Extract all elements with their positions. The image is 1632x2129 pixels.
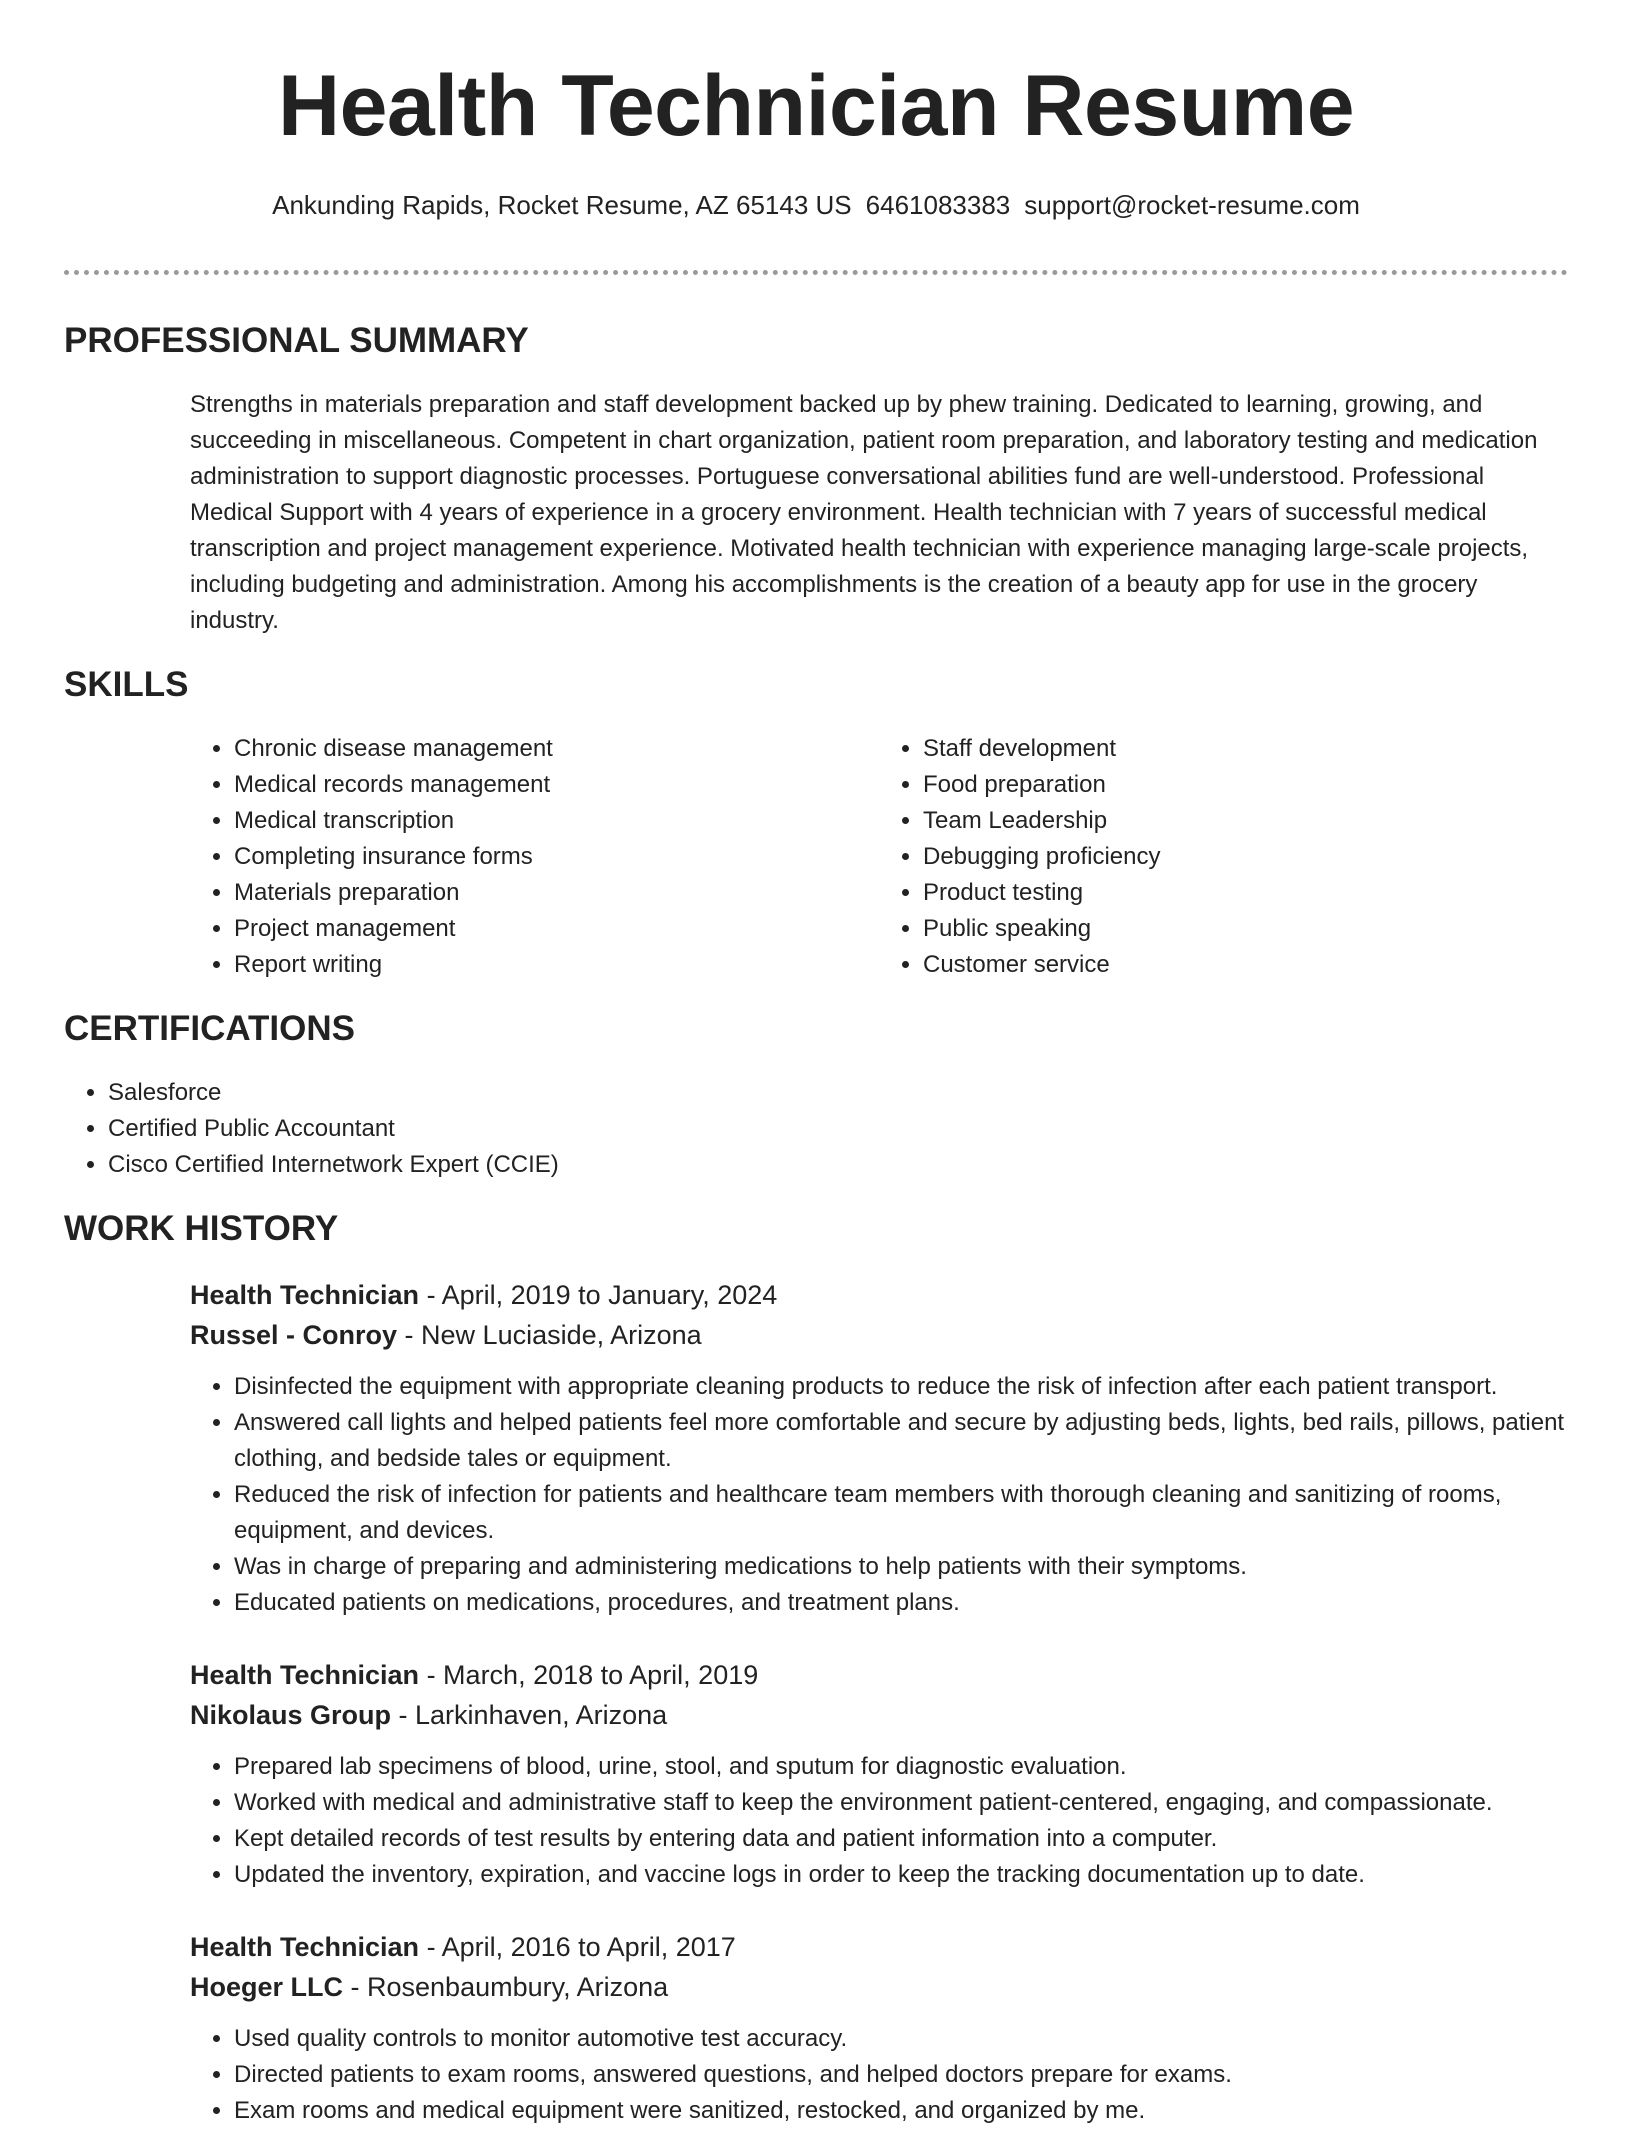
job-bullet: • Answered call lights and helped patients feel more comfortable and secure by adjusting beds, lights, bed rails, pillows, patient clothing, and bedside tales or equipment.: [234, 1405, 1568, 1477]
job-company: Russel - Conroy: [190, 1320, 398, 1350]
job-dates: - March, 2018 to April, 2019: [419, 1660, 759, 1690]
job-company: Hoeger LLC: [190, 1972, 344, 2002]
summary-heading: PROFESSIONAL SUMMARY: [64, 321, 529, 360]
job-location: - New Luciaside, Arizona: [397, 1320, 702, 1350]
job-entry: [190, 1275, 1568, 1621]
certification-item: • Certified Public Accountant: [108, 1111, 1568, 1147]
job-entry: [190, 1655, 1568, 1893]
job-bullet: • Reduced the risk of infection for patients and healthcare team members with thorough cleaning and sanitizing of rooms, equipment, and devices.: [234, 1477, 1568, 1549]
skill-item: • Medical records management: [234, 767, 879, 803]
job-bullet: • Educated patients on medications, procedures, and treatment plans.: [234, 1585, 1568, 1621]
job-bullet: • Exam rooms and medical equipment were sanitized, restocked, and organized by me.: [234, 2093, 1568, 2129]
address: Ankunding Rapids, Rocket Resume, AZ 65143 US: [272, 190, 852, 220]
email: support@rocket-resume.com: [1024, 190, 1360, 220]
skills-section: [64, 663, 1568, 983]
job-dates: - April, 2016 to April, 2017: [419, 1932, 736, 1962]
skill-item: • Staff development: [923, 731, 1568, 767]
job-company-line: [190, 1315, 1568, 1355]
header-divider: [64, 270, 1568, 275]
certifications-list: [64, 1075, 1568, 1183]
job-title-line: [190, 1275, 1568, 1315]
skill-item: • Chronic disease management: [234, 731, 879, 767]
skill-item: • Public speaking: [923, 911, 1568, 947]
job-title: Health Technician: [190, 1280, 420, 1310]
summary-section: [64, 319, 1568, 639]
page-title: Health Technician Resume: [277, 58, 1355, 154]
job-bullets: [190, 1369, 1568, 1621]
certifications-heading: CERTIFICATIONS: [64, 1009, 356, 1048]
skill-item: • Materials preparation: [234, 875, 879, 911]
skill-item: • Food preparation: [923, 767, 1568, 803]
skills-grid: [190, 707, 1568, 983]
job-bullet: • Was in charge of preparing and administering medications to help patients with their symptoms.: [234, 1549, 1568, 1585]
job-company-line: [190, 1967, 1568, 2007]
phone: 6461083383: [865, 190, 1011, 220]
job-company: Nikolaus Group: [190, 1700, 392, 1730]
job-entry: [190, 1927, 1568, 2129]
skills-heading: SKILLS: [64, 665, 189, 704]
skill-item: • Product testing: [923, 875, 1568, 911]
job-bullet: • Kept detailed records of test results by entering data and patient information into a computer.: [234, 1821, 1568, 1857]
summary-text: Strengths in materials preparation and staff development backed up by phew training. Dedicated to learning, growing, and succeeding in miscellaneous. Competent in chart organization, patient room preparation, and laboratory testing and medication administration to support diagnostic processes. Portuguese conversational abilities fund are well-understood. Professional Medical Support with 4 years of experience in a grocery environment. Health technician with 7 years of successful medical transcription and project management experience. Motivated health technician with experience managing large-scale projects, including budgeting and administration. Among his accomplishments is the creation of a beauty app for use in the grocery industry.: [190, 391, 1538, 634]
certification-item: • Cisco Certified Internetwork Expert (CCIE): [108, 1147, 1568, 1183]
skill-item: • Team Leadership: [923, 803, 1568, 839]
job-bullet: • Disinfected the equipment with appropriate cleaning products to reduce the risk of infection after each patient transport.: [234, 1369, 1568, 1405]
skills-list-right: [879, 731, 1568, 983]
work-history-heading: WORK HISTORY: [64, 1209, 339, 1248]
job-location: - Rosenbaumbury, Arizona: [343, 1972, 669, 2002]
job-bullet: • Used quality controls to monitor automotive test accuracy.: [234, 2021, 1568, 2057]
job-bullet: • Prepared lab specimens of blood, urine, stool, and sputum for diagnostic evaluation.: [234, 1749, 1568, 1785]
contact-line: [64, 188, 1568, 222]
work-history-section: [64, 1207, 1568, 2129]
skill-item: • Completing insurance forms: [234, 839, 879, 875]
job-bullets: [190, 2021, 1568, 2129]
job-bullets: [190, 1749, 1568, 1893]
job-dates: - April, 2019 to January, 2024: [419, 1280, 778, 1310]
job-bullet: • Directed patients to exam rooms, answered questions, and helped doctors prepare for exams.: [234, 2057, 1568, 2093]
job-title: Health Technician: [190, 1932, 420, 1962]
skills-list-left: [190, 731, 879, 983]
skill-item: • Project management: [234, 911, 879, 947]
job-title-line: [190, 1927, 1568, 1967]
certifications-section: [64, 1007, 1568, 1183]
job-company-line: [190, 1695, 1568, 1735]
job-bullet: • Worked with medical and administrative staff to keep the environment patient-centered, engaging, and compassionate.: [234, 1785, 1568, 1821]
job-bullet: • Updated the inventory, expiration, and vaccine logs in order to keep the tracking documentation up to date.: [234, 1857, 1568, 1893]
certification-item: • Salesforce: [108, 1075, 1568, 1111]
job-location: - Larkinhaven, Arizona: [391, 1700, 668, 1730]
skill-item: • Debugging proficiency: [923, 839, 1568, 875]
skill-item: • Customer service: [923, 947, 1568, 983]
job-title: Health Technician: [190, 1660, 420, 1690]
skill-item: • Report writing: [234, 947, 879, 983]
job-title-line: [190, 1655, 1568, 1695]
skill-item: • Medical transcription: [234, 803, 879, 839]
